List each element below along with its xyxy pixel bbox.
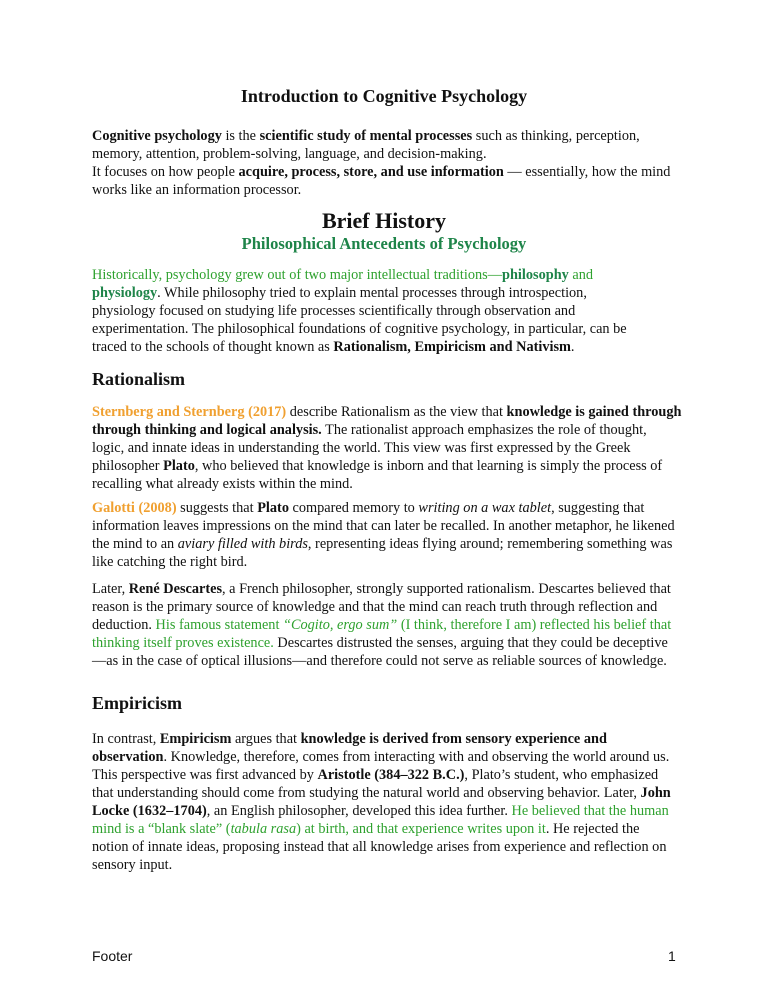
term-information: acquire, process, store, and use information (238, 164, 504, 180)
rationalism-heading: Rationalism (92, 369, 186, 389)
footer-label: Footer (92, 948, 133, 964)
term-philosophy: philosophy (502, 267, 569, 283)
citation-sternberg: Sternberg and Sternberg (2017) (92, 404, 287, 420)
term-cognitive-psychology: Cognitive psychology (92, 128, 222, 144)
empiricism-paragraph: In contrast, Empiricism argues that knowledge is derived from sensory experience and observation. Knowledge, therefore, comes from interacting with and observing the world around us. This perspective was first advanced by Aristotle (384–322 B.C.), Plato’s student, who emphasized that understanding should come from studying the natural world and observing behavior. Later, John Locke (1632–1704), an English philosopher, developed this idea further. He believed that the human mind is a “blank slate” (tabula rasa) at birth, and that experience writes upon it. He rejected the notion of innate ideas, proposing instead that all knowledge arises from experience and reflection on sensory input. (92, 731, 671, 873)
page-number: 1 (668, 948, 676, 964)
term-schools: Rationalism, Empiricism and Nativism (333, 339, 571, 355)
term-physiology: physiology (92, 285, 158, 301)
rationalism-paragraph-1: Sternberg and Sternberg (2017) describe Rationalism as the view that knowledge is gained through through thinking and logical analysis. The rationalist approach emphasizes the role of thought, logic, and innate ideas in understanding the world. This view was first expressed by the Greek philosopher Plato, who believed that knowledge is inborn and that learning is simply the process of recalling what already exists within the mind. (92, 404, 682, 492)
term-tabula-rasa: tabula rasa (230, 821, 297, 837)
history-paragraph: Historically, psychology grew out of two major intellectual traditions—philosophy and physiology. While philosophy tried to explain mental processes through introspection, physiology focused on studying life processes scientifically through observation and experimentation. The philosophical foundations of cognitive psychology, in particular, can be traced to the schools of thought known as Rationalism, Empiricism and Nativism. (92, 267, 627, 355)
intro-paragraph: Cognitive psychology is the scientific study of mental processes such as thinking, perception, memory, attention, problem-solving, language, and decision-making. It focuses on how people acquire, process, store, and use information — essentially, how the mind works like an information processor. (92, 128, 671, 198)
rationalism-paragraph-3: Later, René Descartes, a French philosopher, strongly supported rationalism. Descartes believed that reason is the primary source of knowledge and that the mind can reach truth through reflection and deduction. His famous statement “Cogito, ergo sum” (I think, therefore I am) reflected his belief that thinking itself proves existence. Descartes distrusted the senses, arguing that they could be deceptive—as in the case of optical illusions—and therefore could not serve as reliable sources of knowledge. (92, 581, 672, 669)
page-title: Introduction to Cognitive Psychology (240, 86, 528, 106)
citation-galotti: Galotti (2008) (92, 500, 177, 516)
brief-history-heading: Brief History (321, 208, 447, 233)
rationalism-paragraph-2: Galotti (2008) suggests that Plato compared memory to writing on a wax tablet, suggesting that information leaves impressions on the mind that can later be recalled. In another metaphor, he likened the mind to an aviary filled with birds, representing ideas flying around; remembering something was like catching the right bird. (92, 500, 675, 570)
antecedents-subheading: Philosophical Antecedents of Psychology (241, 234, 527, 253)
empiricism-heading: Empiricism (92, 693, 182, 713)
term-scientific-study: scientific study of mental processes (259, 128, 473, 144)
quote-cogito: “Cogito, ergo sum” (283, 617, 398, 633)
